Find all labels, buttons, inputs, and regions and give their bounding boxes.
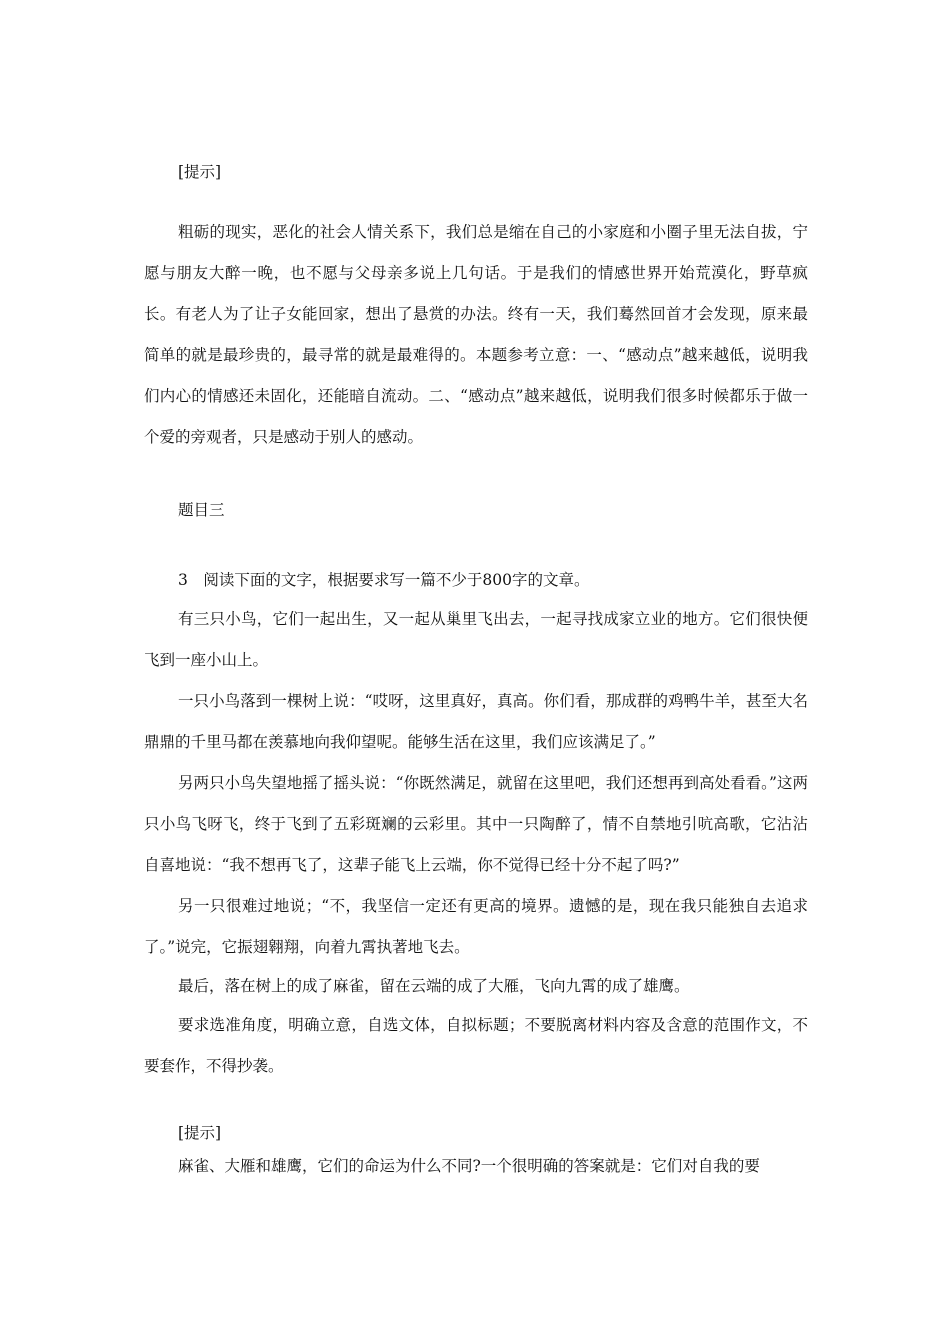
hint-label: [提示] (178, 163, 222, 181)
section-title: 题目三 (178, 501, 225, 519)
spacer (144, 458, 808, 495)
hint-paragraph: 麻雀、大雁和雄鹰，它们的命运为什么不同?一个很明确的答案就是：它们对自我的要 (178, 1157, 760, 1175)
story-paragraph: 另一只很难过地说；“不，我坚信一定还有更高的境界。遗憾的是，现在我只能独自去追求了。”说完，它振翅翱翔，向着九霄执著地飞去。 (144, 897, 808, 956)
story-paragraph: 另两只小鸟失望地摇了摇头说：“你既然满足，就留在这里吧，我们还想再到高处看看。”这两只小鸟飞呀飞，终于飞到了五彩斑斓的云彩里。其中一只陶醉了，情不自禁地引吭高歌，它沾沾自喜地说：“我不想再飞了，这辈子能飞上云端，你不觉得已经十分不起了吗?” (144, 774, 808, 874)
story-paragraph: 最后，落在树上的成了麻雀，留在云端的成了大雁，飞向九霄的成了雄鹰。 (178, 977, 690, 995)
story-paragraph: 一只小鸟落到一棵树上说：“哎呀，这里真好，真高。你们看，那成群的鸡鸭牛羊，甚至大名鼎鼎的千里马都在羡慕地向我仰望呢。能够生活在这里，我们应该满足了。” (144, 692, 808, 751)
question-text: 3 阅读下面的文字，根据要求写一篇不少于800字的文章。 (178, 571, 590, 589)
hint-label: [提示] (178, 1124, 222, 1142)
story-paragraph: 有三只小鸟，它们一起出生，又一起从巢里飞出去，一起寻找成家立业的地方。它们很快便飞到一座小山上。 (144, 610, 808, 669)
requirement-paragraph: 要求选准角度，明确立意，自选文体，自拟标题；不要脱离材料内容及含意的范围作文，不要套作，不得抄袭。 (144, 1016, 808, 1075)
document-body (144, 157, 808, 1185)
spacer (144, 187, 808, 212)
spacer (144, 525, 808, 562)
spacer (144, 1087, 808, 1118)
hint-paragraph: 粗砺的现实，恶化的社会人情关系下，我们总是缩在自己的小家庭和小圈子里无法自拔，宁愿与朋友大醉一晚，也不愿与父母亲多说上几句话。于是我们的情感世界开始荒漠化，野草疯长。有老人为了让子女能回家，想出了悬赏的办法。终有一天，我们蓦然回首才会发现，原来最简单的就是最珍贵的，最寻常的就是最难得的。本题参考立意：一、“感动点”越来越低，说明我们内心的情感还未固化，还能暗自流动。二、“感动点”越来越低，说明我们很多时候都乐于做一个爱的旁观者，只是感动于别人的感动。 (144, 223, 808, 446)
